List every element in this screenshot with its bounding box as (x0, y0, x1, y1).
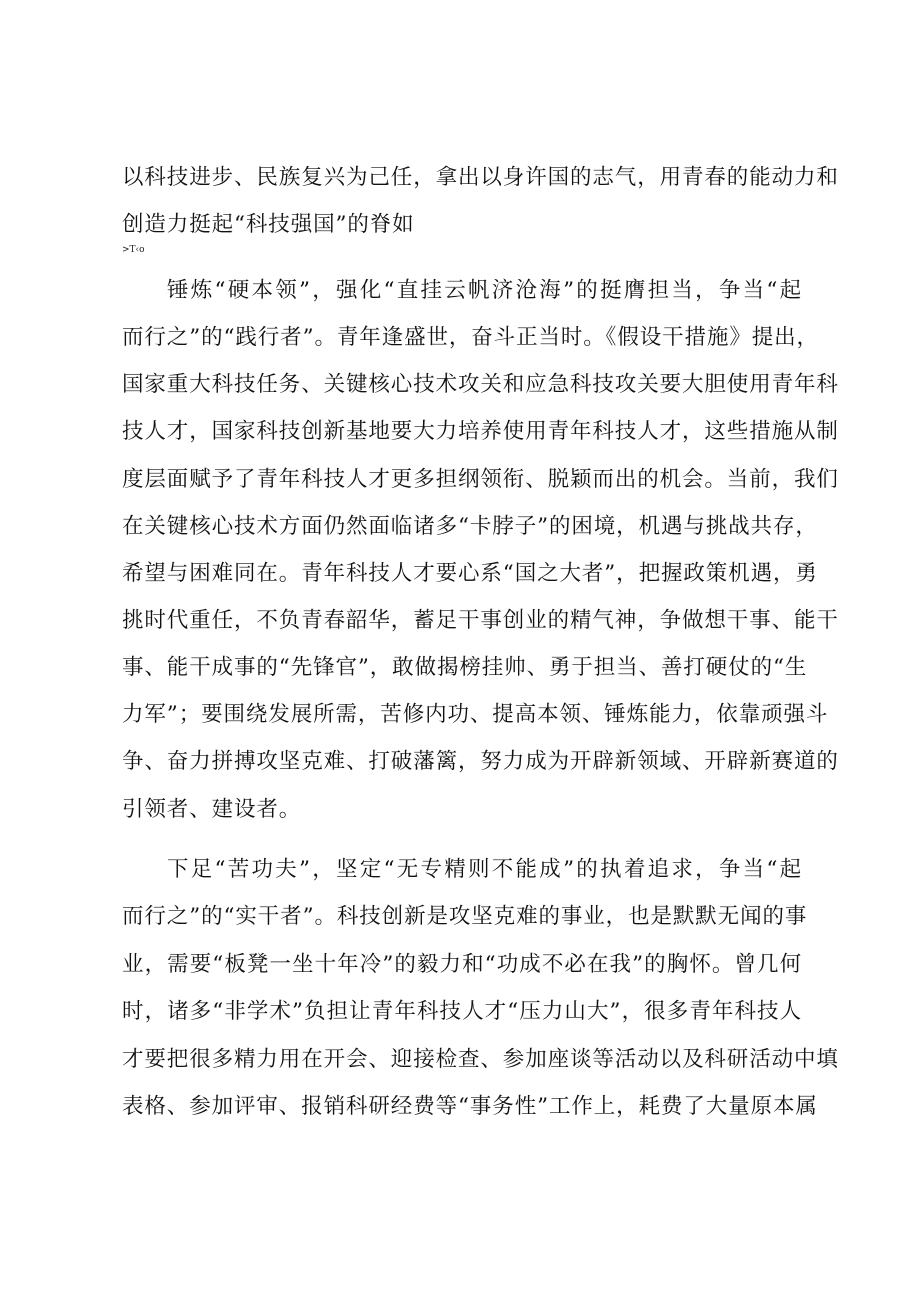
para2-line-6: 表格、参加评审、报销科研经费等“事务性”工作上，耗费了大量原本属 (122, 1094, 818, 1119)
intro-line-2: 创造力挺起“科技强国”的脊如 (122, 212, 415, 237)
para2-line-3: 业，需要“板凳一坐十年冷”的毅力和“功成不必在我”的胸怀。曾几何 (122, 952, 802, 977)
para1-line-5: 度层面赋予了青年科技人才更多担纲领衔、脱颖而出的机会。当前，我们 (122, 467, 839, 492)
para1-line-2: 而行之”的“践行者”。青年逢盛世，奋斗正当时。《假设干措施》提出， (122, 325, 819, 350)
para1-line-6: 在关键核心技术方面仍然面临诸多“卡脖子”的困境，机遇与挑战共存， (122, 514, 818, 539)
para2-line-1: 下足“苦功夫”，坚定“无专精则不能成”的执着追求，争当“起 (167, 857, 802, 882)
ocr-artifact-text: >T‹o (122, 245, 145, 255)
para1-line-9: 事、能干成事的“先锋官”，敢做揭榜挂帅、勇于担当、善打硬仗的“生 (122, 655, 808, 680)
para1-line-12: 引领者、建设者。 (122, 797, 302, 822)
para1-line-11: 争、奋力拼搏攻坚克难、打破藩篱，努力成为开辟新领域、开辟新赛道的 (122, 749, 839, 774)
para2-line-4: 时，诸多“非学术”负担让青年科技人才“压力山大”，很多青年科技人 (122, 999, 802, 1024)
para1-line-1: 锤炼“硬本领”，强化“直挂云帆济沧海”的挺膺担当，争当“起 (167, 278, 802, 303)
para1-line-10: 力军”；要围绕发展所需，苦修内功、提高本领、锤炼能力，依靠顽强斗 (122, 702, 829, 727)
para1-line-7: 希望与困难同在。青年科技人才要心系“国之大者”，把握政策机遇，勇 (122, 561, 818, 586)
para2-line-2: 而行之”的“实干者”。科技创新是攻坚克难的事业，也是默默无闻的事 (122, 904, 808, 929)
para2-line-5: 才要把很多精力用在开会、迎接检查、参加座谈等活动以及科研活动中填 (122, 1047, 839, 1072)
intro-line-1: 以科技进步、民族复兴为己任，拿出以身许国的志气，用青春的能动力和 (122, 165, 839, 190)
para1-line-8: 挑时代重任，不负青春韶华，蓄足干事创业的精气神，争做想干事、能干 (122, 608, 839, 633)
para1-line-3: 国家重大科技任务、关键核心技术攻关和应急科技攻关要大胆使用青年科 (122, 372, 839, 397)
para1-line-4: 技人才，国家科技创新基地要大力培养使用青年科技人才，这些措施从制 (122, 419, 839, 444)
